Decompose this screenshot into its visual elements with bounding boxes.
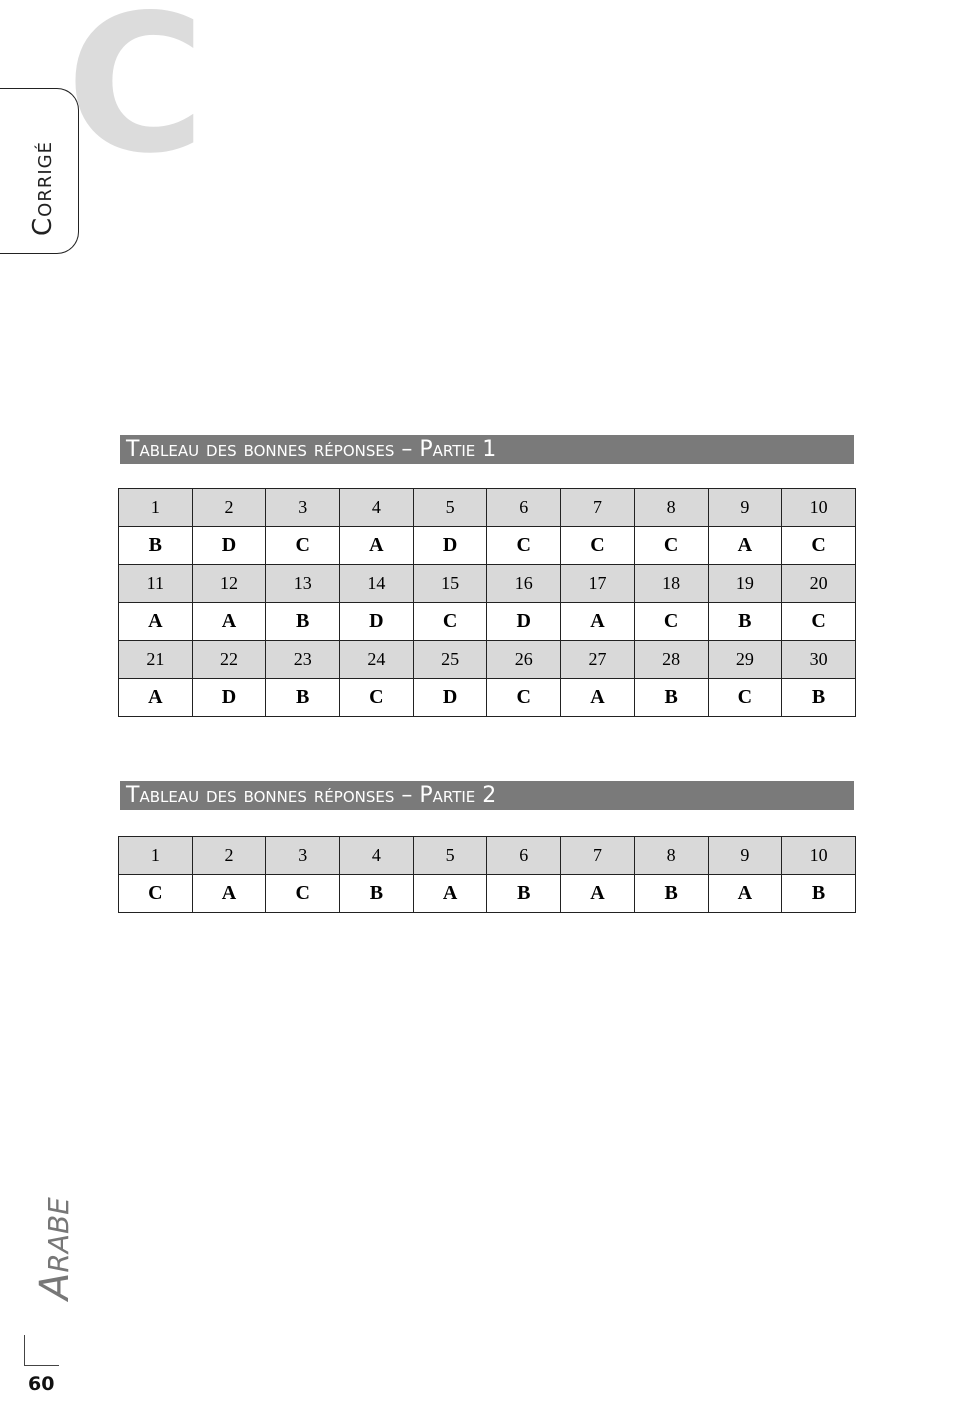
answer-cell: A <box>708 875 782 913</box>
question-number-row <box>119 837 856 875</box>
question-number-cell: 14 <box>340 565 414 603</box>
question-number-cell: 12 <box>192 565 266 603</box>
question-number-cell: 2 <box>192 489 266 527</box>
answers-table-partie-1 <box>118 488 856 717</box>
corrige-letter-watermark: C <box>66 0 206 195</box>
question-number-cell: 3 <box>266 837 340 875</box>
answer-cell: C <box>708 679 782 717</box>
question-number-cell: 9 <box>708 489 782 527</box>
answer-cell: C <box>634 527 708 565</box>
answer-cell: A <box>192 603 266 641</box>
question-number-cell: 11 <box>119 565 193 603</box>
answer-cell: D <box>192 527 266 565</box>
answer-cell: A <box>192 875 266 913</box>
answer-cell: A <box>561 679 635 717</box>
question-number-cell: 23 <box>266 641 340 679</box>
answer-cell: C <box>340 679 414 717</box>
question-number-cell: 19 <box>708 565 782 603</box>
question-number-cell: 8 <box>634 489 708 527</box>
answer-cell: C <box>487 527 561 565</box>
page-number: 60 <box>28 1373 55 1395</box>
answer-cell: C <box>561 527 635 565</box>
answer-cell: D <box>413 527 487 565</box>
answer-cell: A <box>340 527 414 565</box>
answer-cell: B <box>119 527 193 565</box>
question-number-cell: 4 <box>340 837 414 875</box>
question-number-cell: 25 <box>413 641 487 679</box>
answer-cell: C <box>119 875 193 913</box>
subject-label: Arabe <box>32 1197 78 1300</box>
answer-cell: B <box>782 679 856 717</box>
answer-cell: D <box>413 679 487 717</box>
answer-cell: B <box>266 679 340 717</box>
answer-cell: B <box>634 875 708 913</box>
question-number-cell: 5 <box>413 837 487 875</box>
question-number-cell: 17 <box>561 565 635 603</box>
table-title-partie-2: Tableau des bonnes réponses – Partie 2 <box>120 781 854 810</box>
question-number-cell: 18 <box>634 565 708 603</box>
question-number-cell: 28 <box>634 641 708 679</box>
question-number-cell: 24 <box>340 641 414 679</box>
question-number-cell: 1 <box>119 489 193 527</box>
question-number-cell: 5 <box>413 489 487 527</box>
answer-cell: A <box>708 527 782 565</box>
answer-cell: C <box>634 603 708 641</box>
question-number-cell: 1 <box>119 837 193 875</box>
answer-cell: C <box>266 527 340 565</box>
answer-cell: B <box>782 875 856 913</box>
answer-cell: B <box>266 603 340 641</box>
question-number-cell: 13 <box>266 565 340 603</box>
question-number-cell: 29 <box>708 641 782 679</box>
page-corner-mark <box>24 1335 59 1366</box>
question-number-cell: 30 <box>782 641 856 679</box>
question-number-cell: 10 <box>782 489 856 527</box>
answer-cell: D <box>487 603 561 641</box>
answer-cell: A <box>119 603 193 641</box>
answer-row <box>119 527 856 565</box>
question-number-row <box>119 565 856 603</box>
question-number-cell: 8 <box>634 837 708 875</box>
answer-cell: D <box>340 603 414 641</box>
answer-cell: C <box>413 603 487 641</box>
question-number-cell: 6 <box>487 489 561 527</box>
question-number-cell: 7 <box>561 489 635 527</box>
question-number-row <box>119 641 856 679</box>
question-number-cell: 27 <box>561 641 635 679</box>
answer-cell: A <box>561 875 635 913</box>
answer-cell: A <box>119 679 193 717</box>
question-number-cell: 16 <box>487 565 561 603</box>
answer-cell: C <box>266 875 340 913</box>
question-number-cell: 3 <box>266 489 340 527</box>
answer-cell: B <box>340 875 414 913</box>
question-number-cell: 9 <box>708 837 782 875</box>
answer-cell: A <box>413 875 487 913</box>
question-number-cell: 15 <box>413 565 487 603</box>
answer-cell: C <box>487 679 561 717</box>
table-title-partie-1: Tableau des bonnes réponses – Partie 1 <box>120 435 854 464</box>
corrige-label: Corrigé <box>28 141 58 236</box>
question-number-row <box>119 489 856 527</box>
question-number-cell: 21 <box>119 641 193 679</box>
answer-row <box>119 679 856 717</box>
answer-row <box>119 603 856 641</box>
answer-cell: B <box>634 679 708 717</box>
answer-cell: C <box>782 527 856 565</box>
answers-table-partie-2 <box>118 836 856 913</box>
answer-cell: D <box>192 679 266 717</box>
question-number-cell: 22 <box>192 641 266 679</box>
question-number-cell: 4 <box>340 489 414 527</box>
question-number-cell: 20 <box>782 565 856 603</box>
answer-cell: B <box>708 603 782 641</box>
question-number-cell: 2 <box>192 837 266 875</box>
answer-row <box>119 875 856 913</box>
question-number-cell: 10 <box>782 837 856 875</box>
answer-cell: C <box>782 603 856 641</box>
question-number-cell: 6 <box>487 837 561 875</box>
answer-cell: B <box>487 875 561 913</box>
question-number-cell: 7 <box>561 837 635 875</box>
question-number-cell: 26 <box>487 641 561 679</box>
answer-cell: A <box>561 603 635 641</box>
